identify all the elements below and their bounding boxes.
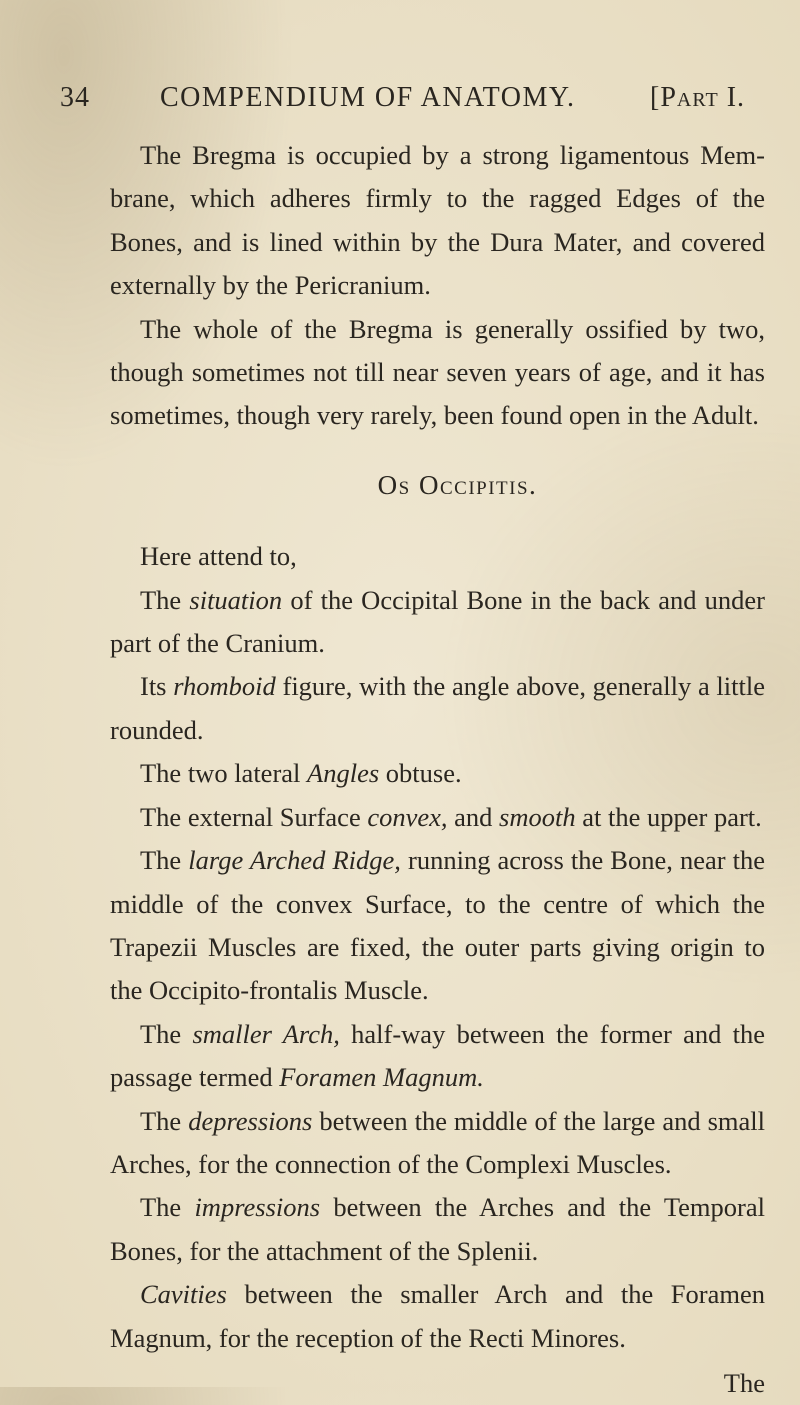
text-run: between the middle of the large and small Arches, for the connection of the Complexi Muscles.: [110, 1105, 766, 1179]
italic-run: Angles: [307, 758, 380, 789]
page-number: 34: [60, 82, 90, 113]
text-run: The two lateral: [140, 758, 308, 789]
text-run: at the upper part.: [575, 801, 762, 832]
text-run: The: [140, 1018, 193, 1049]
section-heading: Os Occipitis.: [377, 469, 538, 500]
italic-run: impressions: [194, 1192, 321, 1223]
text-run: and: [447, 801, 500, 832]
paragraph: [110, 1273, 765, 1360]
italic-run: Foramen Magnum.: [279, 1062, 484, 1093]
italic-run: rhomboid: [173, 671, 276, 702]
text-run: The whole of the Bregma is generally ossified by two, though sometimes not till near seven years of age, and it has sometimes, though very rarely, been found open in the Adult.: [110, 313, 765, 431]
text-run: The external Surface: [140, 801, 368, 832]
paragraph: [110, 308, 765, 438]
text-run: between the Arches and the Temporal Bones, for the attachment of the Splenii.: [110, 1192, 765, 1266]
paragraph: [110, 1013, 765, 1100]
italic-run: large Arched Ridge,: [188, 845, 401, 876]
italic-run: convex,: [367, 801, 448, 832]
italic-run: smooth: [499, 801, 576, 832]
text-run: obtuse.: [379, 758, 462, 789]
paragraph: [110, 134, 765, 308]
text-run: running across the Bone, near the middle of the convex Surface, to the centre of which the Trapezii Muscles are fixed, the outer parts giving origin to the Occipito-frontalis Muscle.: [110, 845, 766, 1006]
paragraph: [110, 1100, 765, 1187]
italic-run: depressions: [188, 1105, 313, 1136]
text-run: The: [140, 1105, 189, 1136]
body-text: [110, 134, 765, 1405]
text-run: The Bregma is occupied by a strong ligamentous Membrane, which adheres firmly to the ragged Edges of the Bones, and is lined within by the Dura Mater, and covered externally by the Pericranium.: [110, 140, 765, 301]
running-header: [60, 82, 760, 122]
paragraph: [110, 839, 765, 1013]
text-run: The: [140, 1192, 195, 1223]
text-run: Its: [140, 671, 174, 702]
paragraph: [110, 752, 765, 795]
paragraph: [110, 1186, 765, 1273]
paragraph: [110, 665, 765, 752]
italic-run: smaller Arch,: [192, 1018, 340, 1049]
text-run: half-way between the former and the passage termed: [110, 1018, 765, 1093]
paragraph: [110, 796, 765, 839]
text-run: The: [140, 584, 190, 615]
paragraph: [110, 535, 765, 578]
italic-run: Cavities: [140, 1279, 227, 1310]
catchword: The: [723, 1367, 765, 1398]
text-run: figure, with the angle above, generally a little rounded.: [110, 671, 766, 745]
text-run: The: [140, 845, 189, 876]
text-run: of the Occipital Bone in the back and under part of the Cranium.: [110, 584, 765, 659]
text-run: between the smaller Arch and the Foramen Magnum, for the reception of the Recti Minores.: [110, 1279, 765, 1353]
italic-run: situation: [189, 584, 283, 615]
part-label: [Part I.: [650, 82, 746, 113]
text-run: Here attend to,: [140, 541, 297, 572]
paragraph: [110, 579, 765, 666]
running-title: COMPENDIUM OF ANATOMY.: [160, 82, 576, 113]
